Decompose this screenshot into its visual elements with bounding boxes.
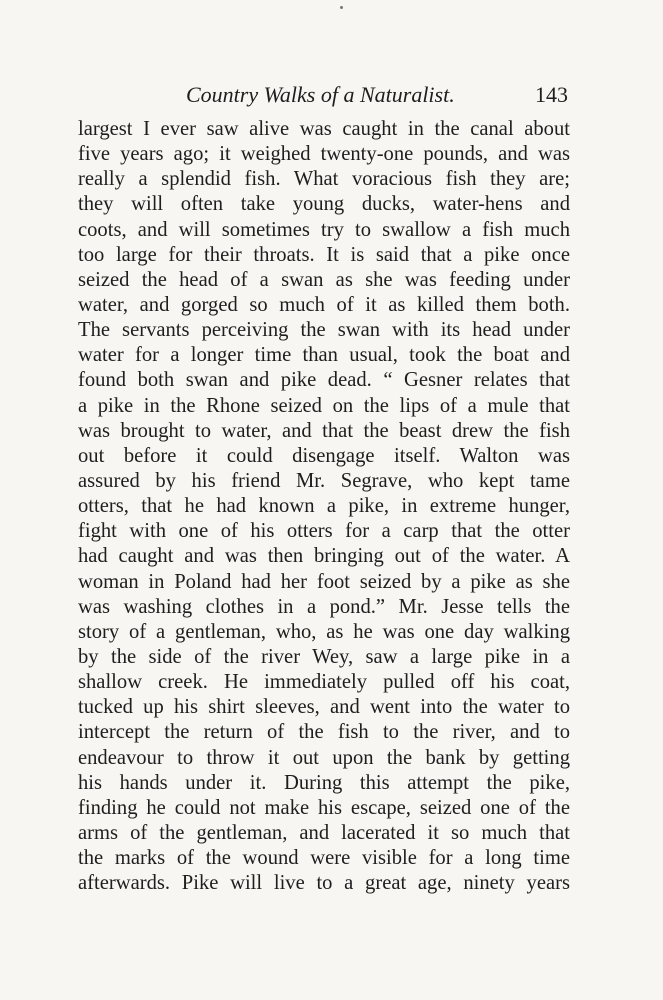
text-line: The servants perceiving the swan with its head under [78, 319, 570, 342]
page-number: 143 [535, 82, 568, 107]
text-line: otters, that he had known a pike, in extreme hunger, [78, 495, 570, 518]
text-line: seized the head of a swan as she was feeding under [78, 268, 570, 291]
text-line: a pike in the Rhone seized on the lips of a mule that [78, 394, 570, 417]
text-line: the marks of the wound were visible for a long time [78, 847, 570, 870]
text-line: largest I ever saw alive was caught in the canal about [78, 118, 570, 140]
text-line: water, and gorged so much of it as killed them both. [78, 293, 570, 316]
text-line: tucked up his shirt sleeves, and went into the water to [78, 696, 570, 719]
text-line: arms of the gentleman, and lacerated it so much that [78, 821, 570, 844]
text-line: story of a gentleman, who, as he was one day walking [78, 620, 570, 643]
text-line: shallow creek. He immediately pulled off his coat, [78, 671, 570, 694]
text-line: endeavour to throw it out upon the bank by getting [78, 746, 570, 769]
running-title: Country Walks of a Naturalist. [186, 82, 455, 107]
text-line: coots, and will sometimes try to swallow a fish much [78, 218, 570, 241]
text-line: too large for their throats. It is said that a pike once [78, 243, 570, 266]
text-line: afterwards. Pike will live to a great age, ninety years [78, 872, 570, 895]
print-speck [340, 6, 343, 9]
text-line: out before it could disengage itself. Walton was [78, 444, 570, 467]
text-line: assured by his friend Mr. Segrave, who kept tame [78, 469, 570, 492]
text-line: was brought to water, and that the beast drew the fish [78, 419, 570, 442]
text-line: water for a longer time than usual, took the boat and [78, 344, 570, 367]
text-line: they will often take young ducks, water-hens and [78, 193, 570, 216]
text-line: found both swan and pike dead. “ Gesner relates that [78, 369, 570, 392]
text-line: fight with one of his otters for a carp that the otter [78, 520, 570, 543]
text-line: by the side of the river Wey, saw a large pike in a [78, 645, 570, 668]
text-line: woman in Poland had her foot seized by a pike as she [78, 570, 570, 593]
running-head [78, 80, 570, 110]
text-line: really a splendid fish. What voracious fish they are; [78, 168, 570, 191]
text-line: his hands under it. During this attempt the pike, [78, 771, 570, 794]
text-line: finding he could not make his escape, seized one of the [78, 796, 570, 819]
text-line: had caught and was then bringing out of the water. A [78, 545, 570, 568]
text-line: five years ago; it weighed twenty-one pounds, and was [78, 143, 570, 166]
text-line: intercept the return of the fish to the river, and to [78, 721, 570, 744]
body-text [78, 117, 570, 896]
text-line: was washing clothes in a pond.” Mr. Jesse tells the [78, 595, 570, 618]
